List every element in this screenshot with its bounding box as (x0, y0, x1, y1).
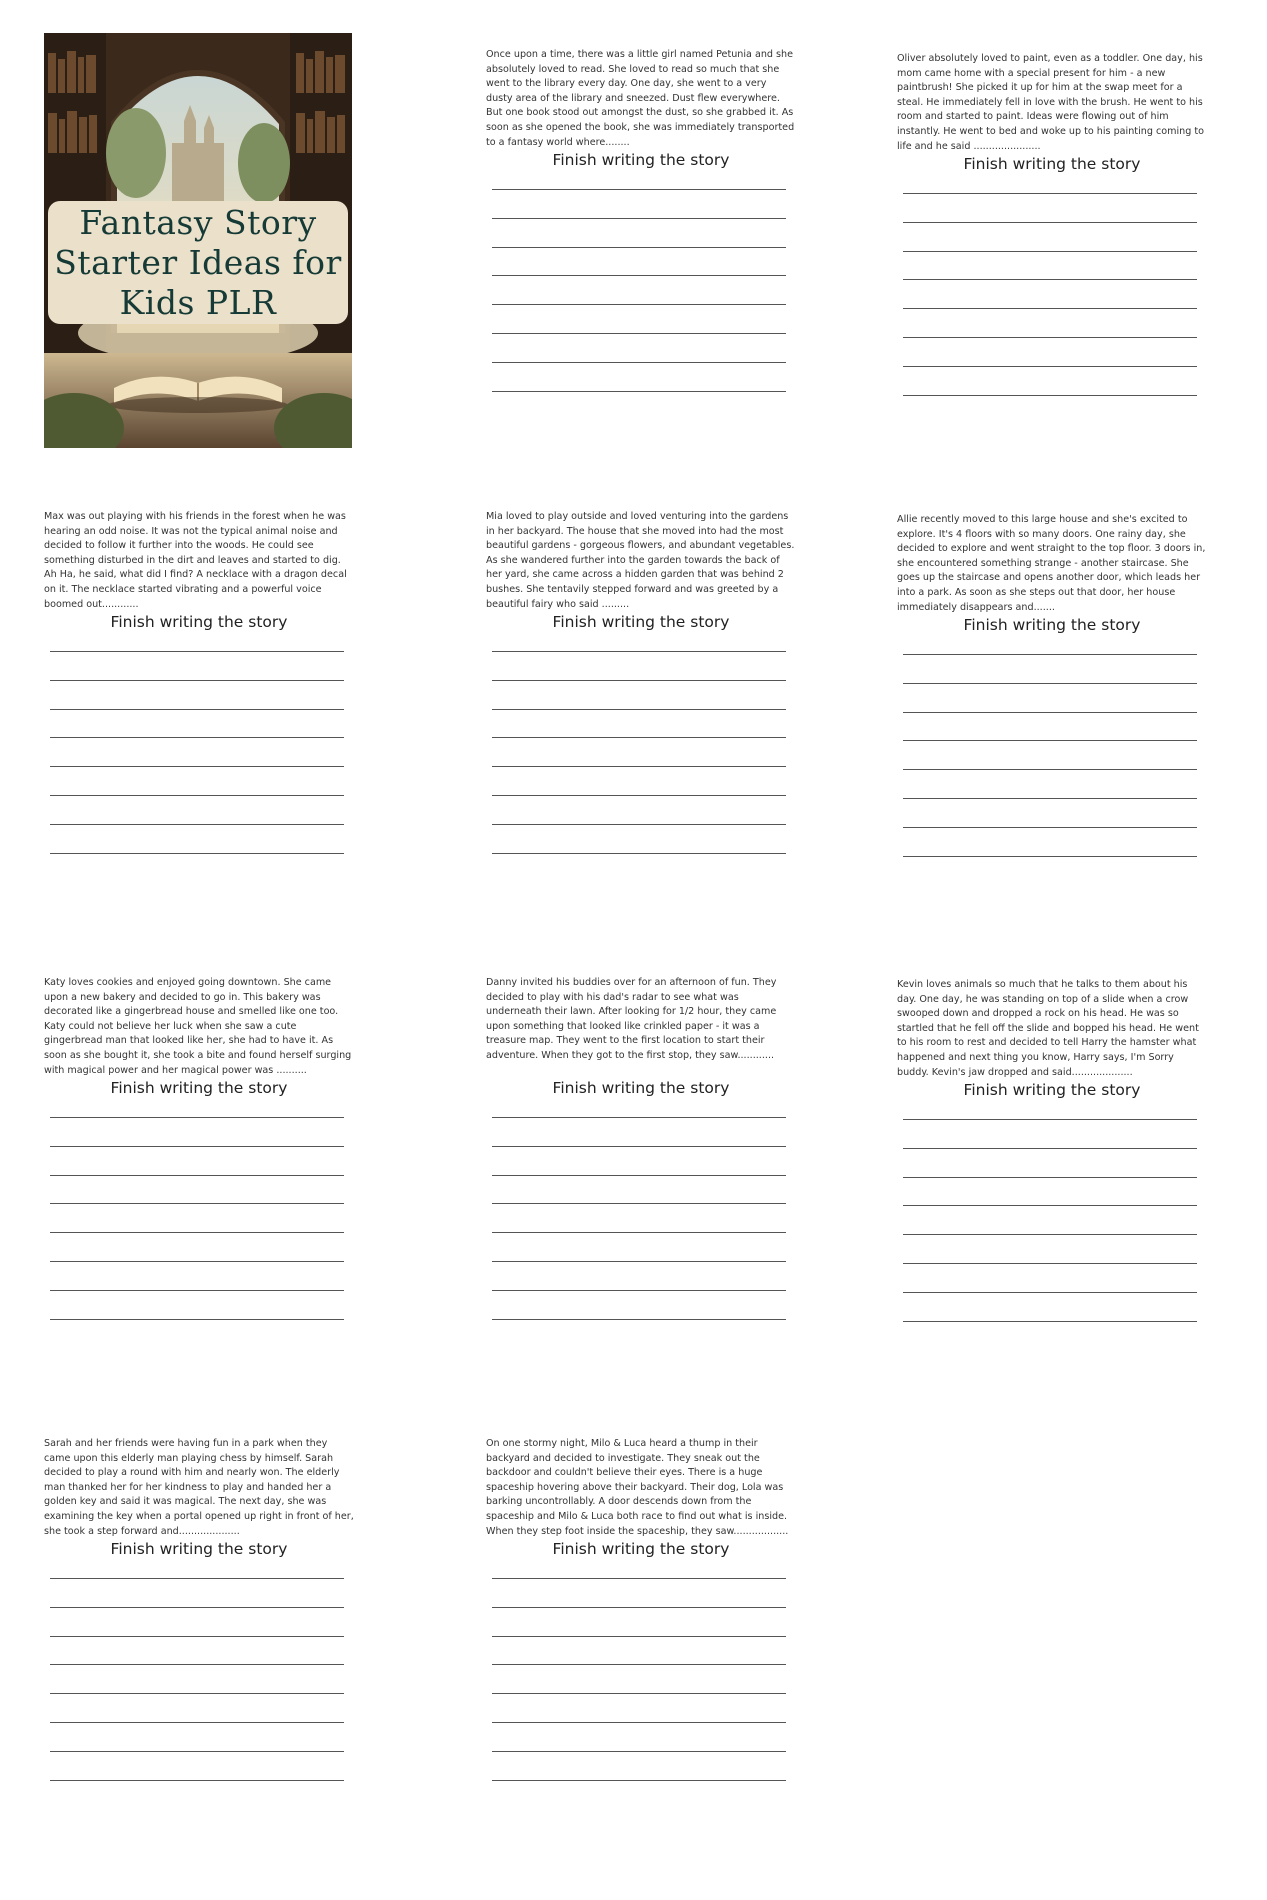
writing-line (903, 740, 1197, 741)
writing-line (492, 853, 786, 854)
story-prompt: Danny invited his buddies over for an afternoon of fun. They decided to play with his dad's radar to see what was underneath their lawn. After looking for 1/2 hour, they came upon something that looked like crinkled paper - it was a treasure map. They went to the first location to start their adventure. When they got to the first stop, they saw............ (486, 977, 777, 1061)
finish-label: Finish writing the story (963, 616, 1141, 634)
writing-line (903, 395, 1197, 396)
writing-line (492, 1146, 786, 1147)
story-prompt: Katy loves cookies and enjoyed going downtown. She came upon a new bakery and decided to go in. This bakery was decorated like a gingerbread house and smelled like one too. Katy could not believe her luck when she saw a cute gingerbread man that looked like her, she had to have it. As soon as she bought it, she took a bite and found herself surging with magical power and her magical power was .......... (44, 977, 352, 1076)
writing-line (50, 1146, 344, 1147)
writing-line (50, 1664, 344, 1665)
finish-label: Finish writing the story (963, 1081, 1141, 1099)
writing-line (50, 1636, 344, 1637)
writing-line (903, 827, 1197, 828)
writing-line (903, 1205, 1197, 1206)
finish-label: Finish writing the story (110, 1540, 288, 1558)
writing-lines (486, 1117, 796, 1320)
story-prompt: On one stormy night, Milo & Luca heard a thump in their backyard and decided to investigate. They sneak out the backdoor and couldn't believe their eyes. There is a huge spaceship hovering above their backyard. Their dog, Lola was barking uncontrollably. A door descends down from the spaceship and Milo & Luca both race to find out what is inside. When they step foot inside the spaceship, they saw.................. (486, 1438, 789, 1537)
writing-line (50, 1290, 344, 1291)
story-card (486, 976, 796, 1347)
writing-line (903, 1321, 1197, 1322)
writing-line (903, 769, 1197, 770)
story-prompt: Kevin loves animals so much that he talks to them about his day. One day, he was standing on top of a slide when a crow swooped down and dropped a rock on his head. He was so startled that he fell off the slide and bopped his head. He went to his room to rest and decided to tell Harry the hamster what happened and next thing you know, Harry says, I'm Sorry buddy. Kevin's jaw dropped and said.................... (897, 979, 1199, 1078)
writing-line (903, 279, 1197, 280)
writing-line (903, 1292, 1197, 1293)
writing-lines (44, 1117, 354, 1320)
writing-line (492, 1693, 786, 1694)
story-card (486, 510, 796, 881)
finish-label: Finish writing the story (552, 151, 730, 169)
writing-line (50, 824, 344, 825)
writing-line (50, 1693, 344, 1694)
story-prompt: Oliver absolutely loved to paint, even as a toddler. One day, his mom came home with a special present for him - a new paintbrush! She picked it up for him at the swap meet for a steal. He immediately fell in love with the brush. He went to his room and started to paint. Ideas were flowing out of him instantly. He went to bed and woke up to his painting coming to life and he said ...................... (897, 53, 1204, 152)
writing-line (903, 654, 1197, 655)
finish-label: Finish writing the story (552, 1540, 730, 1558)
writing-line (492, 1175, 786, 1176)
finish-label: Finish writing the story (552, 613, 730, 631)
writing-line (903, 251, 1197, 252)
writing-line (50, 651, 344, 652)
writing-line (492, 709, 786, 710)
writing-line (492, 333, 786, 334)
writing-line (903, 1263, 1197, 1264)
story-card (897, 513, 1207, 884)
writing-line (903, 856, 1197, 857)
story-prompt: Allie recently moved to this large house and she's excited to explore. It's 4 floors with so many doors. One rainy day, she decided to explore and went straight to the top floor. 3 doors in, she encountered something strange - another staircase. She goes up the staircase and opens another door, which leads her into a park. As soon as she steps out that door, her house immediately disappears and....... (897, 514, 1206, 613)
writing-line (492, 766, 786, 767)
writing-line (492, 1664, 786, 1665)
writing-lines (486, 651, 796, 854)
cover-image (44, 33, 352, 448)
cover-title-box (48, 201, 348, 324)
story-card (486, 48, 796, 419)
story-card (897, 978, 1207, 1349)
finish-label: Finish writing the story (552, 1079, 730, 1097)
writing-line (492, 1319, 786, 1320)
writing-line (903, 337, 1197, 338)
writing-lines (44, 1578, 354, 1781)
writing-line (492, 1722, 786, 1723)
writing-lines (897, 193, 1207, 396)
writing-lines (486, 1578, 796, 1781)
writing-line (492, 304, 786, 305)
writing-lines (44, 651, 354, 854)
story-card (44, 510, 354, 881)
writing-line (903, 193, 1197, 194)
story-card (486, 1437, 796, 1808)
writing-line (492, 1607, 786, 1608)
writing-lines (897, 654, 1207, 857)
writing-line (492, 795, 786, 796)
writing-line (50, 709, 344, 710)
writing-line (50, 680, 344, 681)
finish-label: Finish writing the story (110, 1079, 288, 1097)
writing-line (492, 1636, 786, 1637)
writing-line (492, 1203, 786, 1204)
writing-line (50, 1261, 344, 1262)
writing-line (903, 798, 1197, 799)
writing-line (50, 1117, 344, 1118)
finish-label: Finish writing the story (110, 613, 288, 631)
finish-label: Finish writing the story (963, 155, 1141, 173)
story-prompt: Sarah and her friends were having fun in a park when they came upon this elderly man playing chess by himself. Sarah decided to play a round with him and nearly won. The elderly man thanked her for her kindness to play and handed her a golden key and said it was magical. The next day, she was examining the key when a portal opened up right in front of her, she took a step forward and.................... (44, 1438, 354, 1537)
writing-line (50, 766, 344, 767)
writing-line (492, 1578, 786, 1579)
writing-line (50, 1722, 344, 1723)
writing-line (492, 1117, 786, 1118)
writing-line (50, 1203, 344, 1204)
writing-line (492, 1290, 786, 1291)
writing-line (50, 737, 344, 738)
writing-line (903, 712, 1197, 713)
writing-line (492, 391, 786, 392)
writing-line (50, 1578, 344, 1579)
writing-line (903, 366, 1197, 367)
writing-line (50, 1780, 344, 1781)
writing-line (492, 651, 786, 652)
story-card (44, 1437, 354, 1808)
writing-line (492, 1261, 786, 1262)
writing-line (50, 1751, 344, 1752)
writing-line (50, 1319, 344, 1320)
writing-lines (897, 1119, 1207, 1322)
story-prompt: Max was out playing with his friends in the forest when he was hearing an odd noise. It was not the typical animal noise and decided to follow it further into the woods. He could see something disturbed in the dirt and leaves and started to dig. Ah Ha, he said, what did I find? A necklace with a dragon decal on it. The necklace started vibrating and a powerful voice boomed out............ (44, 511, 347, 610)
writing-line (903, 1119, 1197, 1120)
writing-line (492, 1751, 786, 1752)
writing-line (492, 247, 786, 248)
story-card (44, 976, 354, 1347)
writing-line (492, 218, 786, 219)
writing-line (492, 824, 786, 825)
writing-line (903, 222, 1197, 223)
writing-line (903, 1234, 1197, 1235)
story-card (897, 52, 1207, 423)
story-prompt: Once upon a time, there was a little girl named Petunia and she absolutely loved to read. She loved to read so much that she went to the library every day. One day, she went to a very dusty area of the library and sneezed. Dust flew everywhere. But one book stood out amongst the dust, so she grabbed it. As soon as she opened the book, she was immediately transported to a fantasy world where........ (486, 49, 795, 148)
writing-line (903, 1148, 1197, 1149)
writing-line (50, 795, 344, 796)
writing-line (492, 189, 786, 190)
writing-line (492, 1780, 786, 1781)
writing-line (492, 680, 786, 681)
writing-line (492, 362, 786, 363)
story-prompt: Mia loved to play outside and loved venturing into the gardens in her backyard. The house that she moved into had the most beautiful gardens - gorgeous flowers, and abundant vegetables. As she wandered further into the garden towards the back of her yard, she came across a hidden garden that was behind 2 bushes. She tentavily stepped forward and was greeted by a beautiful fairy who said ......... (486, 511, 795, 610)
writing-line (903, 308, 1197, 309)
writing-line (903, 1177, 1197, 1178)
writing-line (492, 275, 786, 276)
writing-line (50, 1175, 344, 1176)
writing-line (50, 1607, 344, 1608)
writing-lines (486, 189, 796, 392)
writing-line (50, 1232, 344, 1233)
cover-title: Fantasy Story Starter Ideas for Kids PLR (54, 202, 342, 322)
writing-line (50, 853, 344, 854)
writing-line (903, 683, 1197, 684)
writing-line (492, 1232, 786, 1233)
writing-line (492, 737, 786, 738)
